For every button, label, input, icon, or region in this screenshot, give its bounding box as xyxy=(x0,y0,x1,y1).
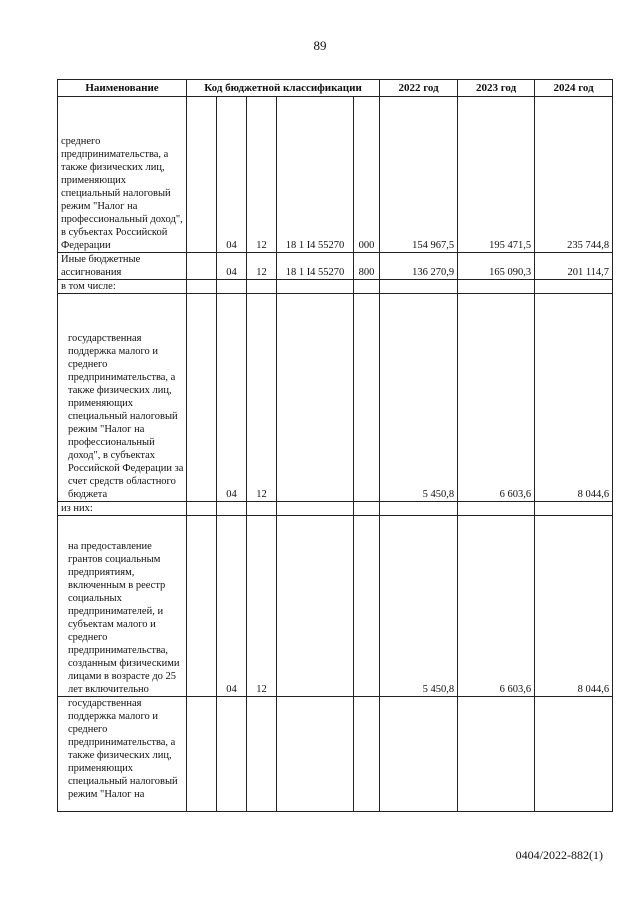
row-empty-cell xyxy=(187,294,217,502)
row-value-2023: 6 603,6 xyxy=(458,294,535,502)
row-value-2022: 5 450,8 xyxy=(380,516,458,697)
row-name: в том числе: xyxy=(58,280,187,294)
row-empty-cell xyxy=(458,280,535,294)
row-empty-cell xyxy=(380,502,458,516)
row-empty-cell xyxy=(217,280,247,294)
row-code-subsection: 12 xyxy=(247,516,277,697)
row-empty-cell xyxy=(535,502,613,516)
table-row xyxy=(58,697,613,812)
table-row xyxy=(58,502,613,516)
row-name: из них: xyxy=(58,502,187,516)
row-code-subsection xyxy=(247,697,277,812)
row-value-2023: 6 603,6 xyxy=(458,516,535,697)
budget-table xyxy=(57,79,613,812)
row-empty-cell xyxy=(277,280,354,294)
row-code-section: 04 xyxy=(217,97,247,253)
table-header-row xyxy=(58,80,613,97)
header-2022: 2022 год xyxy=(380,80,458,97)
row-code-section: 04 xyxy=(217,253,247,280)
document-code: 0404/2022-882(1) xyxy=(515,848,603,862)
table-row xyxy=(58,280,613,294)
row-code-section: 04 xyxy=(217,294,247,502)
row-value-2022 xyxy=(380,697,458,812)
page-number: 89 xyxy=(313,38,327,53)
row-code-target xyxy=(277,516,354,697)
row-code-section: 04 xyxy=(217,516,247,697)
table-row xyxy=(58,294,613,502)
row-value-2024: 201 114,7 xyxy=(535,253,613,280)
header-2023: 2023 год xyxy=(458,80,535,97)
row-empty-cell xyxy=(187,280,217,294)
row-empty-cell xyxy=(187,516,217,697)
row-code-target: 18 1 I4 55270 xyxy=(277,253,354,280)
row-value-2022: 154 967,5 xyxy=(380,97,458,253)
row-empty-cell xyxy=(354,502,380,516)
row-code-type: 800 xyxy=(354,253,380,280)
row-empty-cell xyxy=(187,97,217,253)
table-row xyxy=(58,253,613,280)
row-name: среднего предпринимательства, а также физических лиц, применяющих специальный налоговый режим "Налог на профессиональный доход", в субъектах Российской Федерации xyxy=(58,97,187,253)
row-empty-cell xyxy=(535,280,613,294)
row-code-section xyxy=(217,697,247,812)
table-row xyxy=(58,97,613,253)
row-value-2024: 8 044,6 xyxy=(535,516,613,697)
row-value-2023 xyxy=(458,697,535,812)
header-2024: 2024 год xyxy=(535,80,613,97)
row-code-target: 18 1 I4 55270 xyxy=(277,97,354,253)
table-row xyxy=(58,516,613,697)
row-value-2023: 195 471,5 xyxy=(458,97,535,253)
row-code-subsection: 12 xyxy=(247,253,277,280)
row-value-2022: 5 450,8 xyxy=(380,294,458,502)
row-name: на предоставление грантов социальным предприятиям, включенным в реестр социальных предпринимателей, и субъектам малого и среднего предпринимательства, созданным физическими лицами в возрасте до 25 лет включительно xyxy=(58,516,187,697)
row-empty-cell xyxy=(187,253,217,280)
row-empty-cell xyxy=(217,502,247,516)
row-value-2022: 136 270,9 xyxy=(380,253,458,280)
row-name: государственная поддержка малого и среднего предпринимательства, а также физических лиц, применяющих специальный налоговый режим "Налог на xyxy=(58,697,187,812)
row-empty-cell xyxy=(380,280,458,294)
row-empty-cell xyxy=(187,502,217,516)
row-code-subsection: 12 xyxy=(247,97,277,253)
header-name: Наименование xyxy=(58,80,187,97)
row-code-subsection: 12 xyxy=(247,294,277,502)
row-empty-cell xyxy=(247,280,277,294)
row-value-2024: 235 744,8 xyxy=(535,97,613,253)
row-empty-cell xyxy=(354,280,380,294)
row-name: государственная поддержка малого и среднего предпринимательства, а также физических лиц, применяющих специальный налоговый режим "Налог на профессиональный доход", в субъектах Российской Федерации за счет средств областного бюджета xyxy=(58,294,187,502)
row-code-type xyxy=(354,697,380,812)
row-empty-cell xyxy=(187,697,217,812)
header-code: Код бюджетной классификации xyxy=(187,80,380,97)
row-code-target xyxy=(277,697,354,812)
row-code-type xyxy=(354,516,380,697)
row-empty-cell xyxy=(277,502,354,516)
row-value-2024: 8 044,6 xyxy=(535,294,613,502)
row-code-type: 000 xyxy=(354,97,380,253)
row-code-target xyxy=(277,294,354,502)
row-value-2023: 165 090,3 xyxy=(458,253,535,280)
row-name: Иные бюджетные ассигнования xyxy=(58,253,187,280)
row-empty-cell xyxy=(247,502,277,516)
row-empty-cell xyxy=(458,502,535,516)
row-value-2024 xyxy=(535,697,613,812)
row-code-type xyxy=(354,294,380,502)
